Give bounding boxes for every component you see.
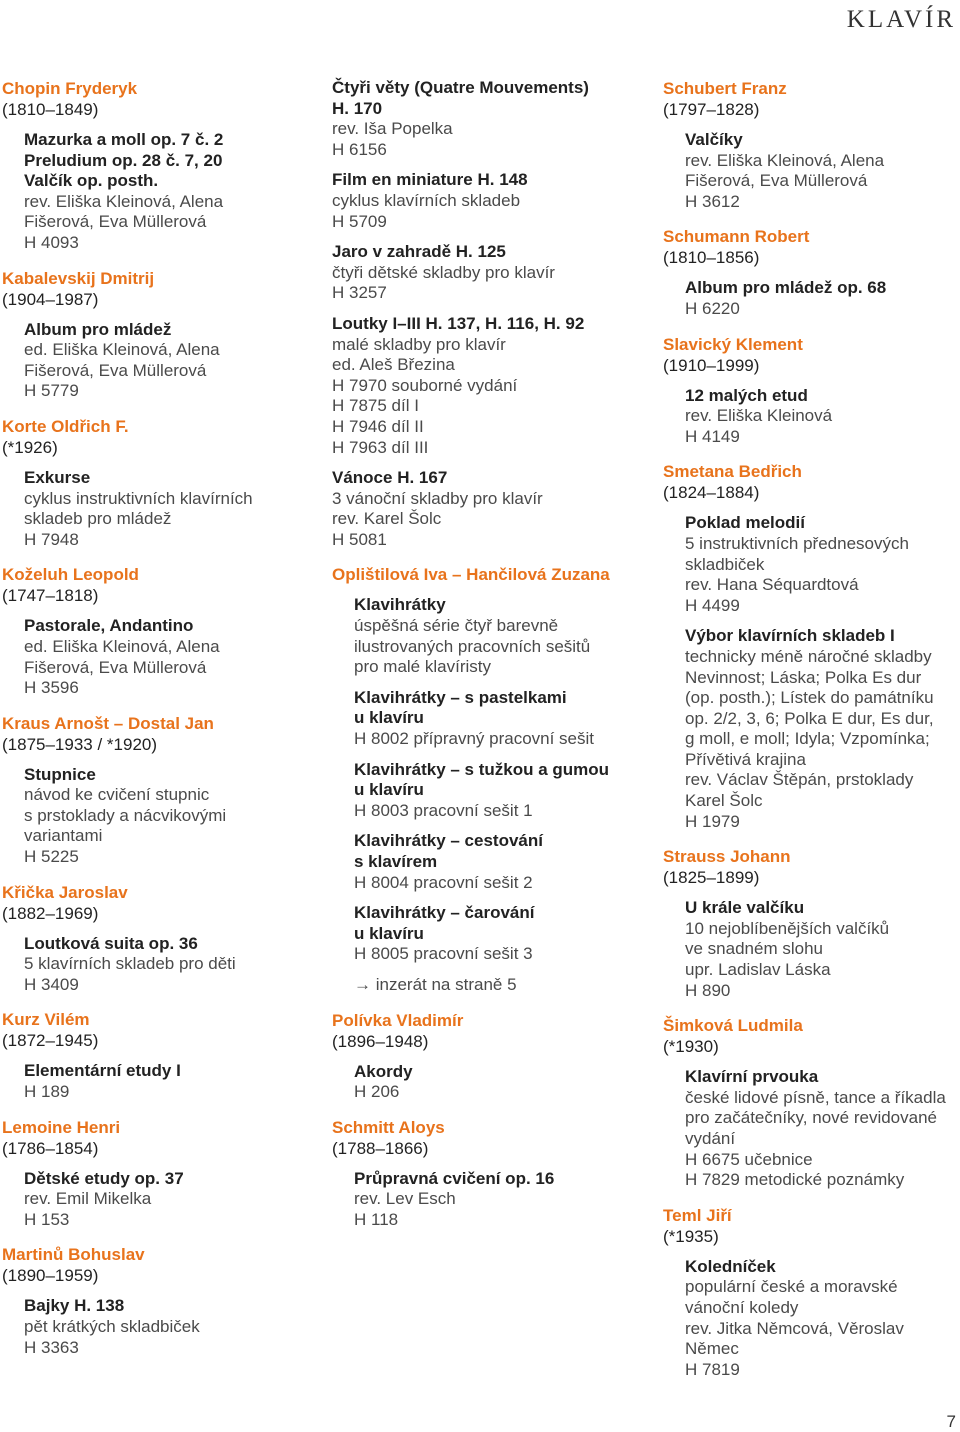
author-dates: (1825–1899) — [663, 868, 760, 888]
author-name: Teml Jiří — [663, 1205, 732, 1225]
works-list — [685, 898, 960, 1001]
work-detail: návod ke cvičení stupnic — [24, 785, 210, 805]
author-dates: (1872–1945) — [2, 1031, 99, 1051]
work-detail: g moll, e moll; Idyla; Vzpomínka; — [685, 729, 930, 749]
author-entry — [2, 268, 322, 402]
author-dates: (1788–1866) — [332, 1138, 429, 1158]
work-detail: (op. posth.); Lístek do památníku — [685, 688, 934, 708]
author-name: Lemoine Henri — [2, 1117, 121, 1137]
work-detail: H 3363 — [24, 1337, 79, 1357]
work-title: u klavíru — [354, 708, 424, 728]
works-list — [685, 513, 960, 832]
works-list — [685, 386, 960, 448]
work-title: Klavihrátky – čarování — [354, 903, 535, 923]
work-detail: H 4149 — [685, 426, 740, 446]
work-detail: cyklus klavírních skladeb — [332, 190, 521, 210]
work-detail: technicky méně náročné skladby — [685, 646, 932, 666]
work-detail: H 890 — [685, 980, 731, 1000]
work-title: Loutky I–III H. 137, H. 116, H. 92 — [332, 313, 585, 333]
works-list — [24, 468, 322, 550]
work-title: Klavihrátky – s tužkou a gumou — [354, 759, 610, 779]
work-detail: rev. Václav Štěpán, prstoklady — [685, 770, 914, 790]
work-detail: ed. Aleš Březina — [332, 355, 455, 375]
author-name: Křička Jaroslav — [2, 882, 128, 902]
author-dates: (1797–1828) — [663, 100, 760, 119]
author-name: Korte Oldřich F. — [2, 416, 129, 436]
work-title: Akordy — [354, 1061, 413, 1081]
work-detail: H 7829 metodické poznámky — [685, 1170, 905, 1190]
works-list — [24, 1169, 322, 1231]
author-name: Oplištilová Iva – Hančilová Zuzana — [332, 565, 610, 585]
author-name: Schmitt Aloys — [332, 1117, 445, 1137]
work-detail: Fišerová, Eva Müllerová — [685, 171, 868, 191]
work-detail: cyklus instruktivních klavírních — [24, 488, 253, 508]
author-dates: (1747–1818) — [2, 586, 99, 606]
work-item — [354, 831, 652, 893]
author-dates: (1910–1999) — [663, 355, 760, 375]
work-title: Poklad melodií — [685, 513, 805, 533]
work-detail: Fišerová, Eva Müllerová — [24, 657, 207, 677]
work-detail: vydání — [685, 1129, 736, 1148]
author-dates: (*1935) — [663, 1226, 719, 1246]
works-list — [685, 1257, 960, 1381]
works-list — [24, 320, 322, 402]
work-title: Elementární etudy I — [24, 1061, 181, 1081]
work-title: Klavihrátky — [354, 595, 446, 615]
work-item — [685, 1067, 960, 1191]
work-detail: H 5225 — [24, 847, 79, 867]
work-detail: variantami — [24, 826, 103, 846]
work-title: Loutková suita op. 36 — [24, 933, 198, 953]
work-title: Dětské etudy op. 37 — [24, 1168, 184, 1188]
section-header: KLAVÍR — [846, 6, 956, 33]
author-name: Chopin Fryderyk — [2, 79, 138, 98]
work-detail: české lidové písně, tance a říkadla — [685, 1087, 946, 1107]
work-item — [354, 595, 652, 677]
work-title: U krále valčíku — [685, 898, 805, 918]
work-detail: rev. Eliška Kleinová — [685, 406, 833, 426]
author-name: Šimková Ludmila — [663, 1016, 803, 1036]
work-detail: → inzerát na straně 5 — [354, 974, 517, 994]
author-entry — [2, 564, 322, 698]
work-detail: H 6156 — [332, 139, 387, 159]
work-detail: H 189 — [24, 1082, 70, 1102]
work-detail: H 153 — [24, 1209, 70, 1229]
works-list — [24, 934, 322, 996]
work-detail: H 5779 — [24, 381, 79, 401]
author-entry — [2, 78, 322, 254]
work-detail: rev. Eliška Kleinová, Alena — [685, 150, 885, 170]
work-detail: H 118 — [354, 1209, 399, 1229]
work-title: Film en miniature H. 148 — [332, 170, 528, 190]
works-list — [354, 1062, 652, 1103]
work-detail: H 8003 pracovní sešit 1 — [354, 800, 533, 820]
works-list — [332, 78, 652, 550]
work-detail: skladeb pro mládež — [24, 509, 172, 529]
work-detail: 5 instruktivních přednesových — [685, 533, 909, 553]
work-detail: H 3257 — [332, 283, 387, 303]
work-detail: op. 2/2, 3, 6; Polka E dur, Es dur, — [685, 708, 934, 728]
author-entry — [663, 461, 960, 832]
work-item — [354, 1169, 652, 1231]
author-name: Strauss Johann — [663, 847, 791, 867]
work-detail: rev. Emil Mikelka — [24, 1189, 152, 1209]
work-item — [354, 1062, 652, 1103]
work-title: Vánoce H. 167 — [332, 468, 448, 488]
work-detail: ed. Eliška Kleinová, Alena — [24, 636, 220, 656]
work-item — [24, 934, 322, 996]
work-detail: H 3612 — [685, 191, 740, 211]
author-entry — [332, 1010, 652, 1103]
work-title: Klavihrátky – cestování — [354, 831, 543, 851]
work-item — [354, 760, 652, 822]
work-detail: upr. Ladislav Láska — [685, 960, 831, 980]
works-list — [354, 1169, 652, 1231]
author-name: Schubert Franz — [663, 79, 787, 98]
page-number: 7 — [946, 1412, 956, 1431]
works-list — [685, 1067, 960, 1191]
author-dates: (1786–1854) — [2, 1138, 99, 1158]
work-item — [685, 513, 960, 616]
author-entry — [663, 78, 960, 212]
work-item — [332, 242, 652, 304]
author-name: Polívka Vladimír — [332, 1010, 464, 1030]
work-item — [354, 903, 652, 965]
work-title: 12 malých etud — [685, 385, 808, 405]
column-3 — [663, 78, 960, 1380]
author-dates: (1824–1884) — [663, 483, 760, 503]
work-item — [685, 386, 960, 448]
author-name: Smetana Bedřich — [663, 462, 802, 482]
author-entry — [663, 334, 960, 448]
work-detail: vánoční koledy — [685, 1297, 799, 1317]
works-list — [24, 130, 322, 254]
work-detail: čtyři dětské skladby pro klavír — [332, 262, 555, 282]
author-name: Slavický Klement — [663, 334, 803, 354]
work-item — [685, 278, 960, 319]
work-title: Preludium op. 28 č. 7, 20 — [24, 150, 223, 170]
work-title: Bajky H. 138 — [24, 1296, 125, 1316]
work-item — [24, 616, 322, 698]
work-detail: H 206 — [354, 1082, 400, 1102]
column-1 — [2, 78, 322, 1358]
work-item — [685, 898, 960, 1001]
work-detail: Nevinnost; Láska; Polka Es dur — [685, 667, 922, 687]
work-detail: úspěšná série čtyř barevně — [354, 616, 559, 636]
author-name: Kraus Arnošt – Dostal Jan — [2, 713, 214, 733]
author-entry — [2, 713, 322, 868]
work-detail: ve snadném slohu — [685, 939, 823, 959]
work-title: u klavíru — [354, 780, 424, 800]
work-detail: H 5709 — [332, 211, 387, 231]
work-item — [24, 765, 322, 868]
work-detail: H 8004 pracovní sešit 2 — [354, 872, 533, 892]
work-detail: ilustrovaných pracovních sešitů — [354, 636, 591, 656]
work-detail: H 7946 díl II — [332, 416, 424, 436]
work-detail: H 8005 pracovní sešit 3 — [354, 944, 533, 964]
work-item — [332, 468, 652, 550]
work-item — [685, 1257, 960, 1381]
work-title: Klavírní prvouka — [685, 1067, 819, 1087]
work-detail: 10 nejoblíbenějších valčíků — [685, 918, 890, 938]
author-entry — [2, 882, 322, 996]
work-detail: H 7875 díl I — [332, 396, 419, 416]
author-entry — [2, 1009, 322, 1102]
work-detail: skladbiček — [685, 554, 765, 574]
work-detail: rev. Hana Séquardtová — [685, 575, 859, 595]
author-entry — [2, 1117, 322, 1231]
column-2 — [332, 78, 652, 1231]
work-detail: Fišerová, Eva Müllerová — [24, 360, 207, 380]
work-detail: H 8002 přípravný pracovní sešit — [354, 729, 595, 749]
author-entry — [332, 564, 652, 995]
author-dates: (1810–1856) — [663, 248, 760, 268]
work-detail: Karel Šolc — [685, 791, 763, 811]
work-item — [354, 975, 652, 996]
work-detail: rev. Iša Popelka — [332, 119, 453, 139]
work-detail: H 7948 — [24, 529, 79, 549]
work-detail: rev. Eliška Kleinová, Alena — [24, 191, 224, 211]
author-entry — [2, 1244, 322, 1358]
work-title: Průpravná cvičení op. 16 — [354, 1168, 555, 1188]
work-item — [24, 468, 322, 550]
author-entry — [332, 78, 652, 550]
work-detail: Němec — [685, 1339, 739, 1359]
work-detail: malé skladby pro klavír — [332, 334, 506, 354]
work-detail: pět krátkých skladbiček — [24, 1317, 200, 1336]
author-entry — [2, 416, 322, 550]
work-title: Pastorale, Andantino — [24, 616, 194, 636]
work-detail: H 6675 učebnice — [685, 1149, 813, 1169]
work-detail: 3 vánoční skladby pro klavír — [332, 488, 543, 508]
works-list — [24, 616, 322, 698]
author-name: Schumann Robert — [663, 227, 810, 247]
work-title: H. 170 — [332, 98, 383, 118]
work-title: Valčíky — [685, 130, 743, 149]
work-title: Jaro v zahradě H. 125 — [332, 242, 506, 262]
work-item — [332, 170, 652, 232]
work-detail: ed. Eliška Kleinová, Alena — [24, 340, 220, 360]
work-detail: H 4499 — [685, 595, 740, 615]
author-dates: (*1926) — [2, 437, 58, 457]
author-name: Martinů Bohuslav — [2, 1245, 145, 1265]
work-title: u klavíru — [354, 923, 424, 943]
work-detail: H 7970 souborné vydání — [332, 375, 518, 395]
author-dates: (1875–1933 / *1920) — [2, 734, 158, 754]
work-title: Výbor klavírních skladeb I — [685, 626, 895, 646]
works-list — [685, 278, 960, 319]
work-title: Stupnice — [24, 764, 96, 784]
author-dates: (1904–1987) — [2, 289, 99, 309]
works-list — [24, 1296, 322, 1358]
work-item — [24, 1169, 322, 1231]
work-detail: pro malé klavíristy — [354, 657, 491, 677]
works-list — [24, 765, 322, 868]
author-name: Kurz Vilém — [2, 1010, 90, 1030]
work-item — [685, 130, 960, 212]
work-detail: Přívětivá krajina — [685, 749, 806, 769]
work-item — [332, 314, 652, 458]
work-title: s klavírem — [354, 852, 438, 871]
work-detail: H 4093 — [24, 232, 79, 252]
author-dates: (1882–1969) — [2, 903, 99, 923]
work-detail: s prstoklady a nácvikovými — [24, 805, 227, 825]
work-detail: H 5081 — [332, 529, 387, 549]
work-detail: Fišerová, Eva Müllerová — [24, 212, 207, 232]
work-item — [332, 78, 652, 160]
works-list — [685, 130, 960, 212]
author-entry — [663, 226, 960, 319]
work-detail: H 7819 — [685, 1359, 740, 1379]
work-title: Mazurka a moll op. 7 č. 2 — [24, 130, 224, 149]
work-item — [685, 626, 960, 832]
works-list — [354, 595, 652, 995]
work-detail: H 7963 díl III — [332, 437, 429, 457]
work-detail: rev. Karel Šolc — [332, 509, 442, 529]
work-item — [354, 688, 652, 750]
work-detail: 5 klavírních skladeb pro děti — [24, 954, 236, 974]
work-item — [24, 1296, 322, 1358]
work-detail: H 3596 — [24, 678, 79, 698]
author-entry — [663, 1015, 960, 1191]
work-detail: rev. Jitka Němcová, Věroslav — [685, 1318, 904, 1338]
author-entry — [332, 1117, 652, 1231]
author-name: Koželuh Leopold — [2, 565, 139, 585]
work-detail: rev. Lev Esch — [354, 1189, 456, 1209]
work-title: Album pro mládež op. 68 — [685, 278, 887, 298]
work-detail: populární české a moravské — [685, 1277, 898, 1297]
work-detail: H 3409 — [24, 974, 79, 994]
work-title: Čtyři věty (Quatre Mouvements) — [332, 78, 589, 97]
work-item — [24, 320, 322, 402]
author-entry — [663, 846, 960, 1001]
work-detail: pro začátečníky, nové revidované — [685, 1108, 937, 1128]
works-list — [24, 1061, 322, 1102]
author-dates: (1810–1849) — [2, 100, 99, 119]
work-title: Valčík op. posth. — [24, 171, 159, 191]
work-item — [24, 130, 322, 254]
author-entry — [663, 1205, 960, 1381]
work-title: Koledníček — [685, 1256, 776, 1276]
work-title: Exkurse — [24, 467, 91, 487]
author-name: Kabalevskij Dmitrij — [2, 268, 155, 288]
work-item — [24, 1061, 322, 1102]
work-detail: H 6220 — [685, 298, 740, 318]
author-dates: (1896–1948) — [332, 1031, 429, 1051]
author-dates: (*1930) — [663, 1037, 719, 1057]
work-title: Klavihrátky – s pastelkami — [354, 687, 567, 707]
author-dates: (1890–1959) — [2, 1266, 99, 1286]
work-title: Album pro mládež — [24, 319, 172, 339]
work-detail: H 1979 — [685, 811, 740, 831]
